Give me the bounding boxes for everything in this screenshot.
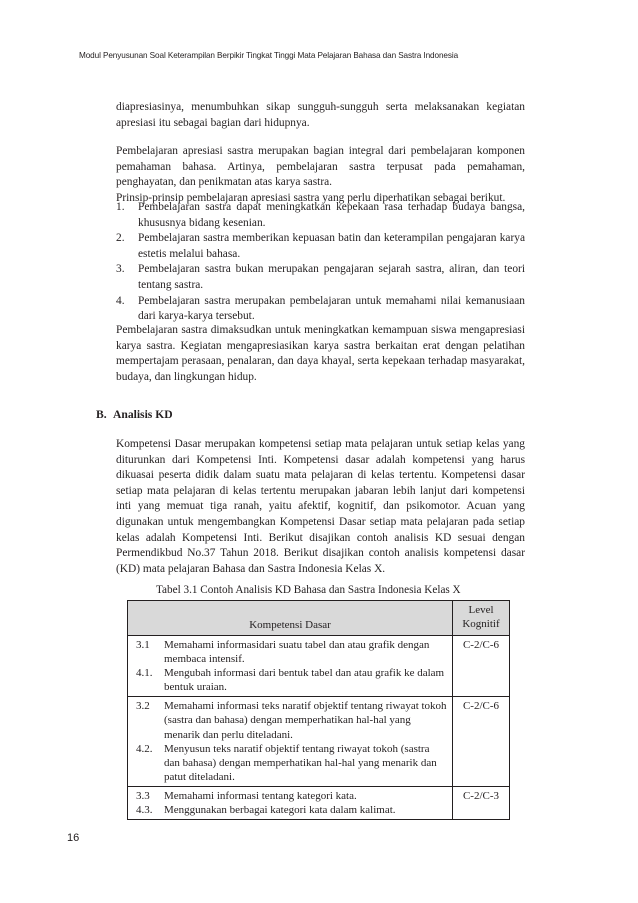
- kd-text: Memahami informasidari suatu tabel dan atau grafik dengan membaca intensif.: [164, 639, 430, 666]
- kd-number: 4.2.: [136, 742, 153, 755]
- kd-item: [136, 666, 448, 694]
- kd-analysis-table: [127, 600, 510, 820]
- page-number: 16: [67, 832, 80, 844]
- running-header: Modul Penyusunan Soal Keterampilan Berpikir Tingkat Tinggi Mata Pelajaran Bahasa dan Sastra Indonesia: [79, 51, 459, 60]
- list-item-number: 4.: [116, 294, 125, 307]
- section-heading-analisis-kd: [96, 408, 173, 421]
- table-header-row: [128, 601, 510, 636]
- header-level-line2: Kognitif: [462, 617, 500, 630]
- paragraph-kompetensi-dasar: Kompetensi Dasar merupakan kompetensi setiap mata pelajaran untuk setiap kelas yang diturunkan dari Kompetensi Inti. Kompetensi dasar adalah kompetensi yang harus dikuasai peserta didik dalam suatu mata pelajaran di kelas tertentu. Kompetensi dasar setiap mata pelajaran di kelas tertentu merupakan jabaran lebih lanjut dari kompetensi inti yang memuat tiga ranah, yaitu afektif, kognitif, dan psikomotor. Acuan yang digunakan untuk mengembangkan Kompetensi Dasar setiap mata pelajaran pada setiap kelas adalah Kompetensi Inti. Berikut disajikan contoh analisis KD sesuai dengan Permendikbud No.37 Tahun 2018. Berikut disajikan contoh analisis kompetensi dasar (KD) mata pelajaran Bahasa dan Sastra Indonesia Kelas X.: [116, 438, 525, 575]
- kd-number: 3.3: [136, 789, 150, 802]
- header-level-line1: Level: [468, 604, 494, 616]
- list-item: [116, 294, 525, 325]
- paragraph-literature-purpose: Pembelajaran sastra dimaksudkan untuk meningkatkan kemampuan siswa mengapresiasi karya sastra. Kegiatan mengapresiasikan karya sastra berkaitan erat dengan pelatihan mempertajam perasaan, penalaran, dan daya khayal, serta kepekaan terhadap masyarakat, budaya, dan lingkungan hidup.: [116, 324, 525, 383]
- kd-item: [136, 699, 448, 741]
- kd-number: 4.3.: [136, 804, 153, 817]
- kd-number: 3.1: [136, 639, 150, 651]
- kd-cell: [128, 786, 453, 819]
- section-title: Analisis KD: [113, 408, 173, 421]
- kd-item: [136, 638, 448, 666]
- kd-number: 4.1.: [136, 667, 153, 680]
- list-item: [116, 262, 525, 293]
- kd-text: Menggunakan berbagai kategori kata dalam kalimat.: [164, 804, 396, 817]
- section-letter: B.: [96, 408, 107, 421]
- list-item-text: Pembelajaran sastra merupakan pembelajaran untuk memahami nilai kemanusiaan dari karya-karya tersebut.: [138, 294, 525, 323]
- principles-list: [116, 200, 525, 325]
- kd-text: Memahami informasi teks naratif objektif tentang riwayat tokoh (sastra dan bahasa) dengan memperhatikan hal-hal yang menarik dan perlu diteladani.: [164, 700, 447, 741]
- level-cell: C-2/C-6: [453, 697, 510, 787]
- list-item-number: 2.: [116, 232, 125, 245]
- kd-item: [136, 742, 448, 784]
- table-caption: Tabel 3.1 Contoh Analisis KD Bahasa dan Sastra Indonesia Kelas X: [156, 584, 461, 596]
- paragraph-appreciation-continued: diapresiasinya, menumbuhkan sikap sungguh-sungguh serta melaksanakan kegiatan apresiasi itu sebagai bagian dari hidupnya.: [116, 101, 525, 129]
- list-item: [116, 231, 525, 262]
- kd-item: [136, 803, 448, 817]
- list-item-text: Pembelajaran sastra dapat meningkatkan kepekaan rasa terhadap budaya bangsa, khususnya bidang kesenian.: [138, 201, 525, 229]
- kd-text: Memahami informasi tentang kategori kata.: [164, 789, 357, 802]
- level-cell: C-2/C-3: [453, 786, 510, 819]
- table-row: [128, 786, 510, 819]
- table-row: [128, 697, 510, 787]
- kd-cell: [128, 697, 453, 787]
- header-kompetensi-dasar: Kompetensi Dasar: [128, 601, 453, 636]
- list-item-text: Pembelajaran sastra memberikan kepuasan batin dan keterampilan pengajaran karya estetis melalui bahasa.: [138, 232, 525, 260]
- kd-text: Menyusun teks naratif objektif tentang riwayat tokoh (sastra dan bahasa) dengan memperhatikan hal-hal yang menarik dan patut diteladani.: [164, 742, 437, 783]
- list-item: [116, 200, 525, 231]
- kd-number: 3.2: [136, 700, 150, 713]
- kd-item: [136, 789, 448, 803]
- kd-text: Mengubah informasi dari bentuk tabel dan atau grafik ke dalam bentuk uraian.: [164, 667, 445, 694]
- paragraph-principles-intro: Prinsip-prinsip pembelajaran apresiasi sastra yang perlu diperhatikan sebagai berikut.: [116, 192, 506, 204]
- paragraph-appreciation-integral: Pembelajaran apresiasi sastra merupakan bagian integral dari pembelajaran komponen pemahaman bahasa. Artinya, pembelajaran sastra terpusat pada pemahaman, penghayatan, dan penikmatan atas karya sastra.: [116, 145, 525, 189]
- table-row: [128, 636, 510, 697]
- kd-cell: [128, 636, 453, 697]
- header-level-kognitif: [453, 601, 510, 636]
- list-item-number: 1.: [116, 201, 125, 213]
- list-item-text: Pembelajaran sastra bukan merupakan pengajaran sejarah sastra, aliran, dan teori tentang sastra.: [138, 263, 525, 291]
- list-item-number: 3.: [116, 263, 125, 276]
- level-cell: C-2/C-6: [453, 636, 510, 697]
